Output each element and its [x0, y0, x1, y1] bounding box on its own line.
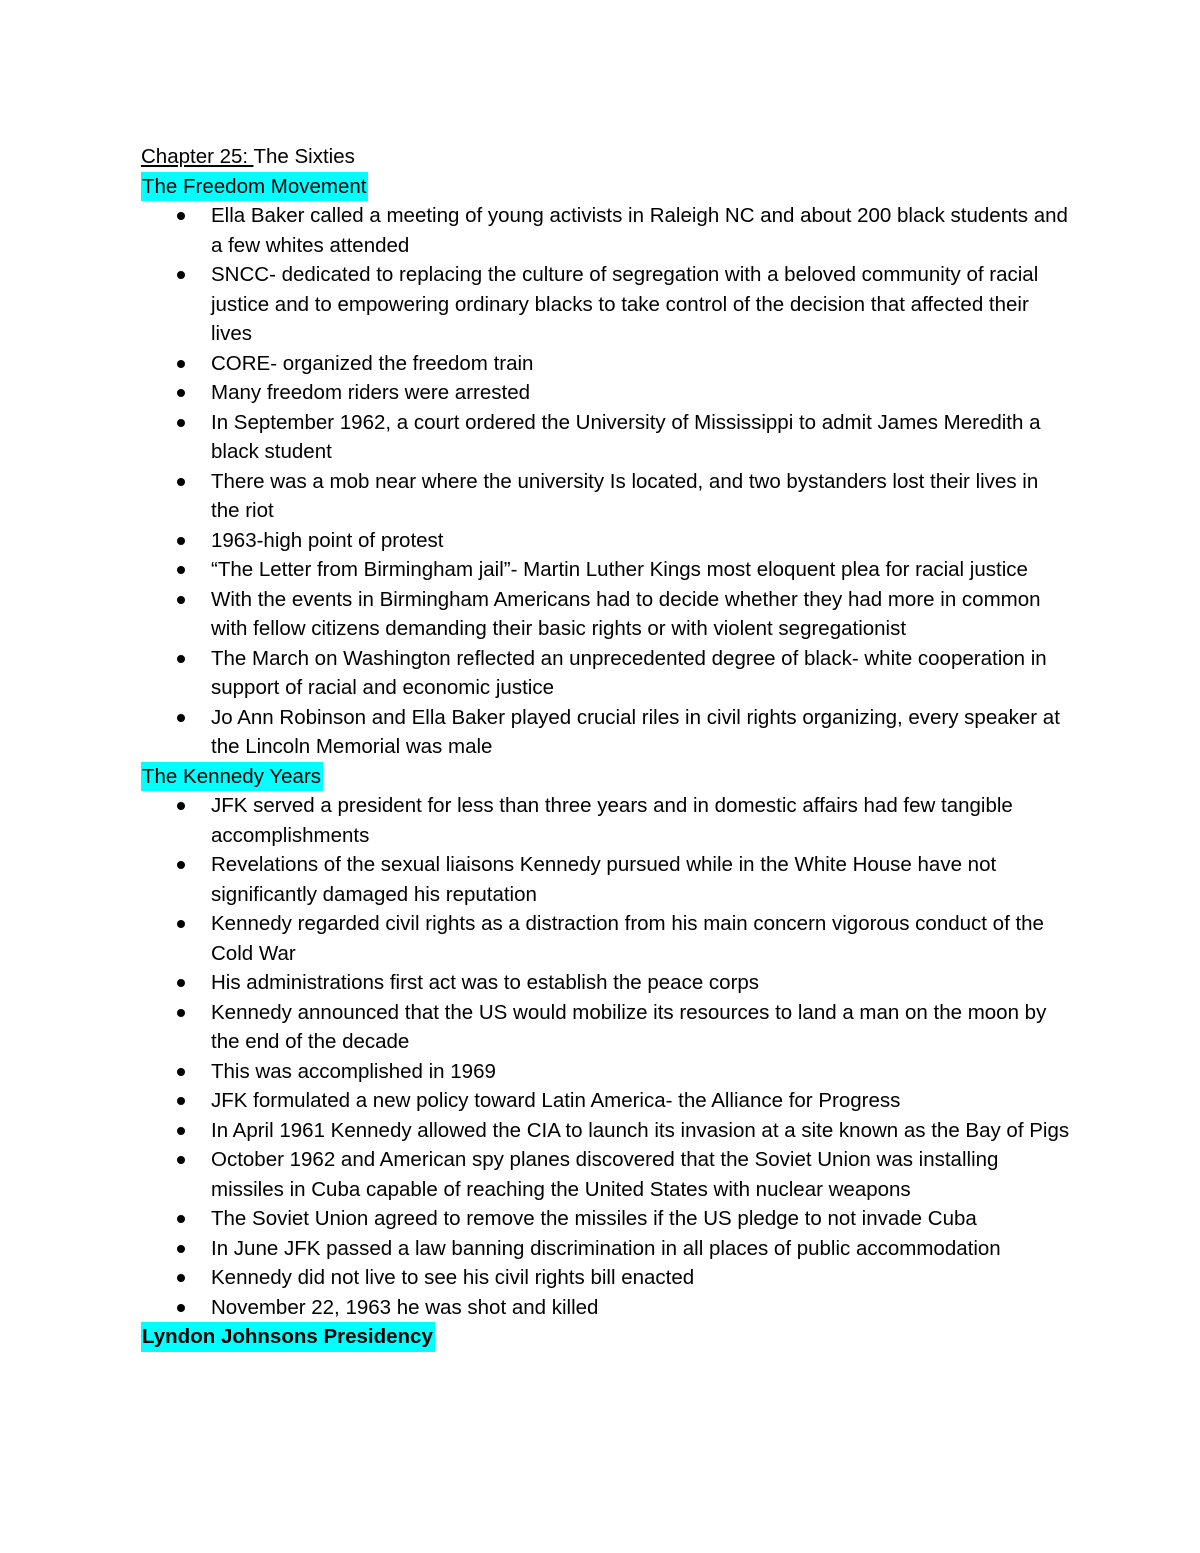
list-item-text: Kennedy did not live to see his civil rights bill enacted — [211, 1266, 695, 1289]
list-item-text: Jo Ann Robinson and Ella Baker played crucial riles in civil rights organizing, every speaker at the Lincoln Memorial was male — [211, 705, 1060, 758]
list-item-text: CORE- organized the freedom train — [211, 351, 534, 375]
chapter-label: Chapter 25: — [141, 145, 254, 168]
bullet-icon — [177, 1127, 185, 1135]
list-item-text: The Soviet Union agreed to remove the missiles if the US pledge to not invade Cuba — [211, 1207, 977, 1230]
list-item-text: Kennedy regarded civil rights as a distraction from his main concern vigorous conduct of the Cold War — [211, 912, 1044, 965]
list-item — [141, 1145, 1071, 1204]
section-heading — [141, 172, 1071, 202]
notes-content — [141, 142, 1071, 1352]
bullet-icon — [177, 861, 185, 869]
bullet-icon — [177, 419, 185, 427]
list-item-text: In September 1962, a court ordered the University of Mississippi to admit James Meredith a black student — [211, 410, 1041, 463]
bullet-icon — [177, 1097, 185, 1105]
list-item-text: His administrations first act was to establish the peace corps — [211, 971, 760, 994]
list-item-text: SNCC- dedicated to replacing the culture of segregation with a beloved community of racial justice and to empowering ordinary blacks to take control of the decision that affected their lives — [211, 263, 1039, 345]
bullet-icon — [177, 979, 185, 987]
list-item — [141, 909, 1071, 968]
list-item-text: Kennedy announced that the US would mobilize its resources to land a man on the moon by the end of the decade — [211, 1000, 1047, 1053]
bullet-icon — [177, 537, 185, 545]
list-item-text: “The Letter from Birmingham jail”- Martin Luther Kings most eloquent plea for racial justice — [211, 558, 1028, 581]
bullet-list — [141, 201, 1071, 762]
list-item — [141, 791, 1071, 850]
bullet-icon — [177, 478, 185, 486]
list-item-text: October 1962 and American spy planes discovered that the Soviet Union was installing missiles in Cuba capable of reaching the United States with nuclear weapons — [211, 1148, 999, 1201]
list-item-text: JFK served a president for less than three years and in domestic affairs had few tangible accomplishments — [211, 794, 1013, 847]
list-item — [141, 1234, 1071, 1264]
list-item-text: Many freedom riders were arrested — [211, 381, 531, 404]
bullet-icon — [177, 271, 185, 279]
list-item-text: Revelations of the sexual liaisons Kennedy pursued while in the White House have not significantly damaged his reputation — [211, 853, 997, 906]
list-item — [141, 703, 1071, 762]
bullet-list — [141, 791, 1071, 1322]
bullet-icon — [177, 389, 185, 397]
list-item — [141, 201, 1071, 260]
list-item-text: In June JFK passed a law banning discrimination in all places of public accommodation — [211, 1236, 1001, 1260]
list-item — [141, 644, 1071, 703]
list-item — [141, 1057, 1071, 1087]
list-item — [141, 555, 1071, 585]
chapter-name: The Sixties — [253, 145, 355, 168]
bullet-icon — [177, 360, 185, 368]
list-item — [141, 1204, 1071, 1234]
list-item — [141, 526, 1071, 556]
list-item-text: November 22, 1963 he was shot and killed — [211, 1295, 599, 1319]
section-heading-text: The Freedom Movement — [141, 172, 368, 202]
bullet-icon — [177, 714, 185, 722]
bullet-icon — [177, 920, 185, 928]
bullet-icon — [177, 1215, 185, 1223]
list-item — [141, 260, 1071, 349]
page-title — [141, 142, 1071, 172]
list-item — [141, 968, 1071, 998]
bullet-icon — [177, 655, 185, 663]
bullet-icon — [177, 1245, 185, 1253]
bullet-icon — [177, 596, 185, 604]
list-item-text: JFK formulated a new policy toward Latin America- the Alliance for Progress — [211, 1089, 901, 1112]
list-item — [141, 408, 1071, 467]
section-heading-text: Lyndon Johnsons Presidency — [141, 1322, 435, 1352]
list-item-text: 1963-high point of protest — [211, 528, 444, 552]
bullet-icon — [177, 1156, 185, 1164]
bullet-icon — [177, 1304, 185, 1312]
list-item — [141, 1116, 1071, 1146]
list-item-text: In April 1961 Kennedy allowed the CIA to launch its invasion at a site known as the Bay of Pigs — [211, 1118, 1070, 1142]
list-item — [141, 378, 1071, 408]
bullet-icon — [177, 802, 185, 810]
list-item-text: With the events in Birmingham Americans had to decide whether they had more in common with fellow citizens demanding their basic rights or with violent segregationist — [211, 587, 1041, 640]
list-item-text: Ella Baker called a meeting of young activists in Raleigh NC and about 200 black students and a few whites attended — [211, 204, 1068, 257]
list-item-text: The March on Washington reflected an unprecedented degree of black- white cooperation in support of racial and economic justice — [211, 646, 1047, 699]
list-item-text: There was a mob near where the university Is located, and two bystanders lost their lives in the riot — [211, 469, 1039, 522]
section-heading — [141, 1322, 1071, 1352]
list-item — [141, 1293, 1071, 1323]
list-item-text: This was accomplished in 1969 — [211, 1059, 496, 1083]
list-item — [141, 998, 1071, 1057]
list-item — [141, 349, 1071, 379]
section-heading-text: The Kennedy Years — [141, 762, 323, 792]
list-item — [141, 1263, 1071, 1293]
section-heading — [141, 762, 1071, 792]
bullet-icon — [177, 566, 185, 574]
list-item — [141, 467, 1071, 526]
list-item — [141, 850, 1071, 909]
bullet-icon — [177, 212, 185, 220]
bullet-icon — [177, 1009, 185, 1017]
bullet-icon — [177, 1274, 185, 1282]
bullet-icon — [177, 1068, 185, 1076]
list-item — [141, 1086, 1071, 1116]
list-item — [141, 585, 1071, 644]
sections-container — [141, 172, 1071, 1352]
